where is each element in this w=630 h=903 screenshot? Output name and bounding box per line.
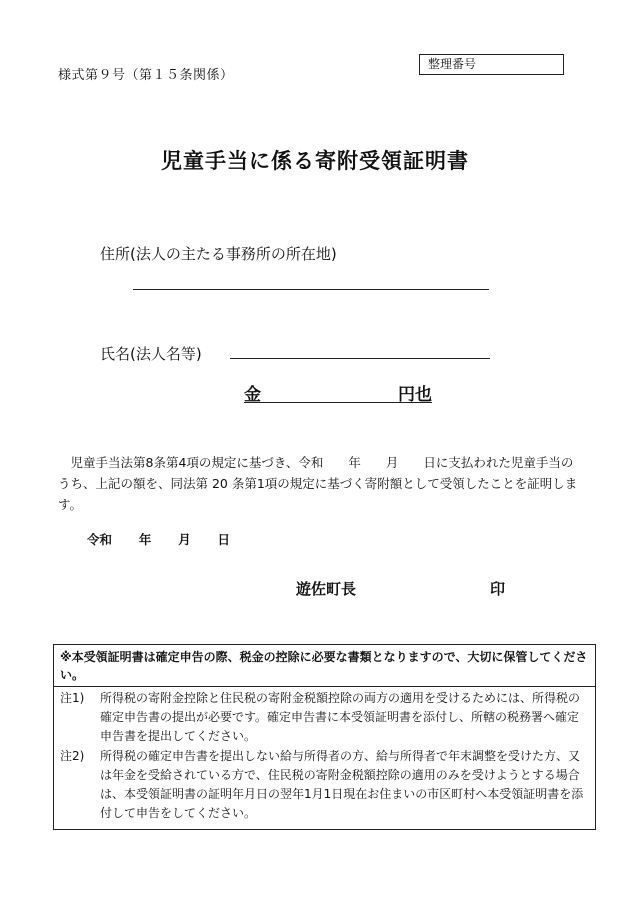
note-item [60, 747, 590, 823]
certification-text: 児童手当法第8条第4項の規定に基づき、令和 年 月 日に支払われた児童手当のうち、上記の額を、同法第 20 条第1項の規定に基づく寄附額として受領したことを証明します。 [58, 455, 578, 512]
amount-field [244, 380, 432, 403]
note-item [60, 689, 590, 746]
address-blank-line [133, 289, 489, 290]
issuer-name: 遊佐町長 [296, 580, 357, 598]
document-title: 児童手当に係る寄附受領証明書 [161, 149, 469, 173]
note-number: 注2) [60, 749, 85, 763]
notice-box [53, 644, 596, 830]
form-number: 様式第９号（第１５条関係） [58, 68, 234, 83]
name-blank-line [230, 358, 490, 359]
amount-prefix: 金 [244, 385, 261, 405]
note-text: 所得税の確定申告書を提出しない給与所得者の方、給与所得者で年末調整を受けた方、又は年金を受給されている方で、住民税の寄附金税額控除の適用のみを受けようとする場合は、本受領証明書の証明年月日の翌年1月1日現在お住まいの市区町村へ本受領証明書を添付して申告をしてください。 [100, 749, 584, 820]
address-label: 住所(法人の主たる事務所の所在地) [100, 245, 337, 263]
reference-number-box: 整理番号 [419, 54, 564, 75]
issue-date: 令和 年 月 日 [87, 532, 231, 547]
storage-warning: ※本受領証明書は確定申告の際、税金の控除に必要な書類となりますので、大切に保管してください。 [54, 645, 595, 687]
note-number: 注1) [60, 691, 85, 705]
seal-mark: 印 [490, 580, 506, 598]
note-text: 所得税の寄附金控除と住民税の寄附金税額控除の両方の適用を受けるためには、所得税の確定申告書の提出が必要です。確定申告書に本受領証明書を添付し、所轄の税務署へ確定申告書を提出してください。 [100, 691, 581, 743]
amount-suffix: 円也 [398, 385, 432, 405]
name-label: 氏名(法人名等) [100, 345, 202, 363]
